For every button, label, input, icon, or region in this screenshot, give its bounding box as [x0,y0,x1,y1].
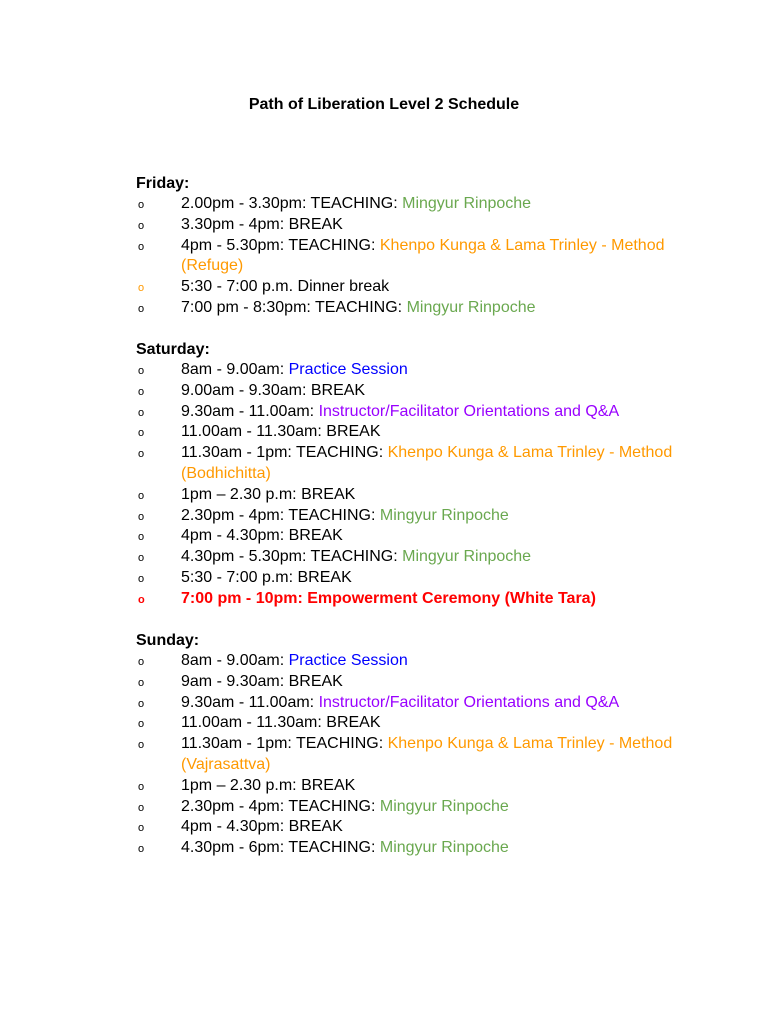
schedule-item [136,194,696,215]
bullet-icon: o [138,801,145,814]
bullet-icon: o [138,510,145,523]
schedule-item-time: 4pm - 5.30pm: TEACHING: [181,236,380,254]
schedule-item-detail: Mingyur Rinpoche [379,506,509,524]
schedule-item-time: 4.30pm - 6pm: TEACHING: [181,839,380,857]
schedule-item [136,215,696,236]
schedule-item [136,693,696,714]
bullet-icon: o [138,822,145,835]
bullet-icon: o [138,365,145,377]
schedule-item-detail: Practice Session [288,652,408,669]
schedule-item-time: 9.30am - 11.00am: [181,693,319,711]
day-section-friday [136,173,696,319]
schedule-item-detail: Mingyur Rinpoche [406,298,536,316]
schedule-item [136,838,696,859]
schedule-item [136,547,696,568]
schedule-item [136,422,696,443]
schedule-item-time: 11.00am - 11.30am: BREAK [181,714,381,732]
bullet-icon: o [138,199,145,211]
bullet-icon: o [138,427,145,440]
schedule-item [136,360,696,381]
bullet-icon: o [138,531,145,544]
schedule-item-time: 1pm – 2.30 p.m: BREAK [181,485,356,503]
day-heading: Friday: [136,175,190,192]
schedule-item-detail: Instructor/Facilitator Orientations and Q&A [318,402,620,420]
bullet-icon: o [138,676,145,689]
bullet-icon: o [138,572,145,585]
bullet-icon: o [138,385,145,398]
bullet-icon: o [138,593,145,606]
schedule-item [136,506,696,527]
schedule-item-detail: Khenpo Kunga & Lama Trinley - Method (Refuge) [181,236,665,275]
bullet-icon: o [138,843,145,856]
schedule-item-time: 9.30am - 11.00am: [181,402,319,420]
schedule-item-detail: Mingyur Rinpoche [402,195,532,212]
bullet-icon: o [138,489,145,502]
schedule-item-time: 5:30 - 7:00 p.m. Dinner break [181,278,390,296]
day-heading: Saturday: [136,341,210,358]
day-section-saturday [136,339,696,610]
schedule-item [136,402,696,423]
schedule-item [136,568,696,589]
schedule-item-time: 11.30am - 1pm: TEACHING: [181,444,388,462]
schedule-item [136,277,696,298]
schedule-item-detail: Mingyur Rinpoche [379,839,509,857]
schedule-item-time: 4pm - 4.30pm: BREAK [181,527,343,545]
bullet-icon: o [138,697,145,710]
bullet-icon: o [138,780,145,793]
schedule-item-time: 8am - 9.00am: [181,361,289,378]
schedule-item-time: 9.00am - 9.30am: BREAK [181,381,366,399]
page-title: Path of Liberation Level 2 Schedule [248,96,520,113]
schedule-item [136,651,696,672]
schedule-item [136,776,696,797]
schedule-item-time: 2.00pm - 3.30pm: TEACHING: [181,195,403,212]
bullet-icon: o [138,240,145,253]
bullet-icon: o [138,219,145,232]
schedule-item-detail: Instructor/Facilitator Orientations and Q&A [318,693,620,711]
schedule-item [136,797,696,818]
bullet-icon: o [138,552,145,565]
schedule-item-detail: Khenpo Kunga & Lama Trinley - Method (Bodhichitta) [181,444,673,482]
schedule-list [136,651,696,859]
day-section-sunday [136,630,696,859]
bullet-icon: o [138,656,145,668]
schedule-item-time: 8am - 9.00am: [181,652,289,669]
schedule-item [136,485,696,506]
schedule-item [136,526,696,547]
bullet-icon: o [138,282,145,295]
schedule-list [136,194,696,319]
schedule-item-detail: Khenpo Kunga & Lama Trinley - Method (Vajrasattva) [181,735,673,773]
schedule-item [136,298,696,319]
schedule-item-detail: Mingyur Rinpoche [379,797,509,815]
schedule-item-time: 9am - 9.30am: BREAK [181,672,343,690]
day-heading: Sunday: [136,632,200,649]
bullet-icon: o [138,302,145,315]
bullet-icon: o [138,718,145,731]
bullet-icon: o [138,739,145,752]
schedule-item-time: 2.30pm - 4pm: TEACHING: [181,506,380,524]
schedule-item-time: 11.30am - 1pm: TEACHING: [181,735,388,753]
schedule-item-time: 2.30pm - 4pm: TEACHING: [181,797,380,815]
schedule-item-time: 3.30pm - 4pm: BREAK [181,215,343,233]
schedule-item-time: 7:00 pm - 8:30pm: TEACHING: [181,298,407,316]
schedule-item [136,817,696,838]
schedule-item [136,672,696,693]
schedule-item [136,443,696,485]
schedule-item-time: 7:00 pm - 10pm: Empowerment Ceremony (White Tara) [181,589,596,607]
schedule-item [136,381,696,402]
schedule-item-time: 11.00am - 11.30am: BREAK [181,423,381,441]
schedule-list [136,360,696,610]
schedule-item-time: 5:30 - 7:00 p.m: BREAK [181,568,352,586]
schedule-item-time: 4.30pm - 5.30pm: TEACHING: [181,548,403,566]
schedule-item-detail: Mingyur Rinpoche [402,548,532,566]
schedule-item-time: 1pm – 2.30 p.m: BREAK [181,776,356,794]
schedule-item [136,236,696,278]
schedule-item [136,589,696,610]
schedule-item-time: 4pm - 4.30pm: BREAK [181,818,343,836]
bullet-icon: o [138,406,145,419]
bullet-icon: o [138,448,145,461]
schedule-item-detail: Practice Session [288,361,408,378]
schedule-item [136,713,696,734]
schedule-item [136,734,696,776]
